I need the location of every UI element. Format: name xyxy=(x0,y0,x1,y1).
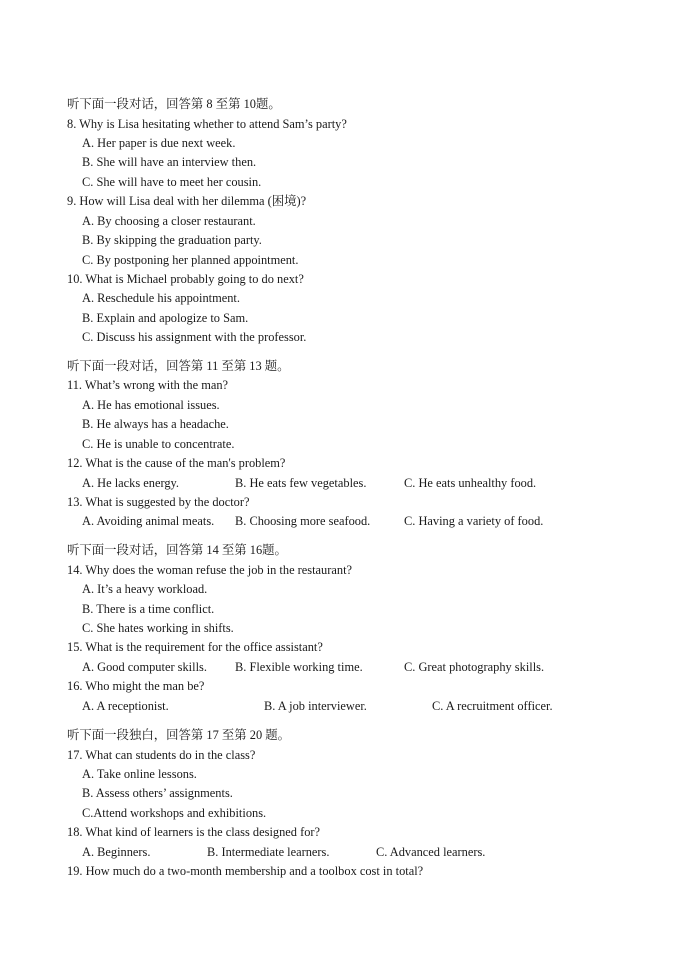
option-b: B. Intermediate learners. xyxy=(207,845,330,859)
option-a: A. A receptionist. xyxy=(82,699,169,713)
question-text: 14. Why does the woman refuse the job in the restaurant? xyxy=(67,563,353,577)
option-c: C. She hates working in shifts. xyxy=(82,621,234,635)
option-a: A. He lacks energy. xyxy=(82,476,180,490)
option-c: C. He eats unhealthy food. xyxy=(404,476,537,490)
question-text: 18. What kind of learners is the class designed for? xyxy=(67,825,321,839)
option-b: B. Choosing more seafood. xyxy=(235,514,371,528)
option-c: C.Attend workshops and exhibitions. xyxy=(82,806,267,820)
option-b: B. He eats few vegetables. xyxy=(235,476,367,490)
option-c: C. By postponing her planned appointment. xyxy=(82,253,299,267)
option-b: B. A job interviewer. xyxy=(264,699,367,713)
option-a: A. It’s a heavy workload. xyxy=(82,582,208,596)
option-b: B. Assess others’ assignments. xyxy=(82,786,233,800)
option-b: B. Flexible working time. xyxy=(235,660,363,674)
question-text: 10. What is Michael probably going to do next? xyxy=(67,272,304,286)
option-a: A. Beginners. xyxy=(82,845,151,859)
section-heading: 听下面一段对话，回答第 11 至第 13 题。 xyxy=(67,359,290,373)
question-text: 16. Who might the man be? xyxy=(67,679,205,693)
option-c: C. A recruitment officer. xyxy=(432,699,553,713)
section-heading: 听下面一段独白，回答第 17 至第 20 题。 xyxy=(67,728,291,742)
option-a: A. Take online lessons. xyxy=(82,767,197,781)
question-text: 11. What’s wrong with the man? xyxy=(67,378,229,392)
option-a: A. By choosing a closer restaurant. xyxy=(82,214,256,228)
option-b: B. He always has a headache. xyxy=(82,417,229,431)
option-c: C. Great photography skills. xyxy=(404,660,545,674)
option-c: C. He is unable to concentrate. xyxy=(82,437,235,451)
question-text: 19. How much do a two-month membership and a toolbox cost in total? xyxy=(67,864,424,878)
question-text: 8. Why is Lisa hesitating whether to attend Sam’s party? xyxy=(67,117,347,131)
option-c: C. Discuss his assignment with the professor. xyxy=(82,330,307,344)
option-b: B. Explain and apologize to Sam. xyxy=(82,311,249,325)
question-text: 17. What can students do in the class? xyxy=(67,748,256,762)
question-text: 9. How will Lisa deal with her dilemma (困境)? xyxy=(67,194,307,208)
option-c: C. She will have to meet her cousin. xyxy=(82,175,262,189)
option-a: A. Reschedule his appointment. xyxy=(82,291,240,305)
option-b: B. There is a time conflict. xyxy=(82,602,215,616)
option-c: C. Having a variety of food. xyxy=(404,514,544,528)
option-b: B. She will have an interview then. xyxy=(82,155,257,169)
option-b: B. By skipping the graduation party. xyxy=(82,233,262,247)
question-text: 15. What is the requirement for the office assistant? xyxy=(67,640,323,654)
section-heading: 听下面一段对话，回答第 8 至第 10题。 xyxy=(67,97,281,111)
option-a: A. Good computer skills. xyxy=(82,660,207,674)
option-a: A. Avoiding animal meats. xyxy=(82,514,215,528)
option-a: A. Her paper is due next week. xyxy=(82,136,236,150)
question-text: 12. What is the cause of the man's problem? xyxy=(67,456,286,470)
question-text: 13. What is suggested by the doctor? xyxy=(67,495,250,509)
option-a: A. He has emotional issues. xyxy=(82,398,220,412)
option-c: C. Advanced learners. xyxy=(376,845,486,859)
section-heading: 听下面一段对话，回答第 14 至第 16题。 xyxy=(67,543,287,557)
